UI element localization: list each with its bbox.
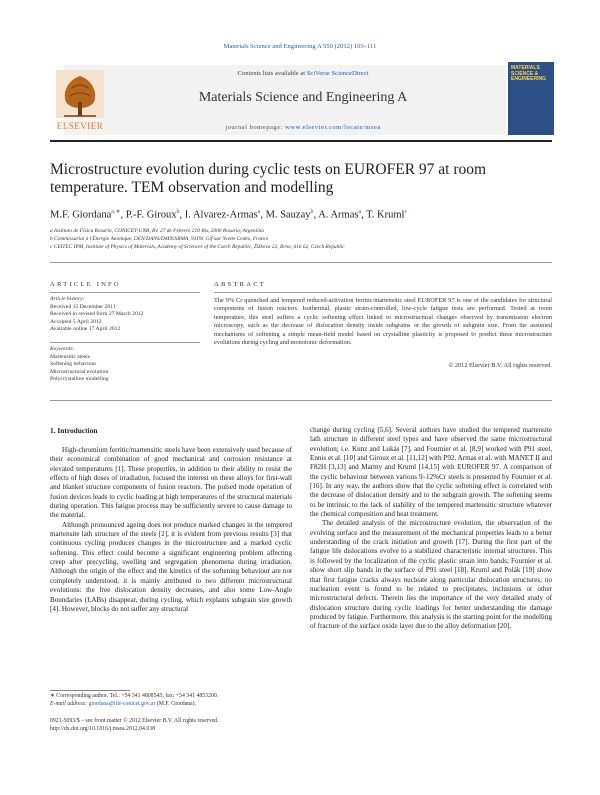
- footnote-divider: [50, 690, 130, 691]
- corresponding-author-note: ∗ Corresponding author. Tel.: +54 341 4808545; fax: +54 341 4853200.: [50, 693, 219, 699]
- doi-link[interactable]: http://dx.doi.org/10.1016/j.msea.2012.04.038: [50, 726, 156, 732]
- keyword: Polycrystalline modelling: [50, 376, 109, 383]
- homepage-prefix: journal homepage:: [225, 124, 283, 131]
- abstract-end-divider: [50, 400, 552, 401]
- keyword: Microstructural evolution: [50, 368, 109, 375]
- abstract-heading: ABSTRACT: [214, 281, 267, 288]
- contents-prefix: Contents lists available at: [237, 70, 306, 77]
- journal-citation[interactable]: Materials Science and Engineering A 550 (2012) 103–111: [223, 43, 377, 50]
- copyright-notice: © 2012 Elsevier B.V. All rights reserved.: [448, 362, 552, 369]
- author[interactable]: A. Armas: [318, 209, 359, 221]
- cover-title: MATERIALS SCIENCE & ENGINEERING: [511, 65, 547, 82]
- paragraph: change during cycling [5,6]. Several authors have studied the tempered martensite lath structure in different steel types and have observed the same microstructural evolution; i.e. Kunz and Lukás [7], and Fournier et al. [8,9] worked with P91 steel, Ennis et al. [10] and Giroux et al. [11,12] with P92, Armas et al. with MANET II and F82H [3,13] and Marmy and Kruml [14,15] with EUROFER 97. A comparison of the cyclic behaviour between various 9–12%Cr steels is presented by Fournier et al. [16]. In any way, the authors show that the cyclic softening effect is correlated with the decrease of dislocation density and to the subgrain growth. The softening seems to be intrinsic to the lack of stability of the tempered martensitic structure whatever the chemical composition and heat treatment.: [310, 426, 552, 519]
- affiliation: a Instituto de Física Rosario, CONICET-UNR, Bv. 27 de Febrero 210 Bis, 2000 Rosario, Argentina: [50, 228, 264, 234]
- sciencedirect-link[interactable]: SciVerse ScienceDirect: [306, 70, 369, 77]
- email-suffix: (M.F. Giordana).: [156, 701, 197, 707]
- issn-line: 0921-5093/$ – see front matter © 2012 Elsevier B.V. All rights reserved.: [50, 718, 219, 724]
- affiliation: b Commissariat à l'Énergie Atomique, DEN/DANS/DMN/SRMA, 91191 Gif-sur-Yvette Cedex, France: [50, 236, 269, 242]
- email-note: [50, 701, 300, 708]
- history-item: Available online 17 April 2012: [50, 326, 121, 333]
- keyword: Softening behaviour: [50, 361, 97, 368]
- author[interactable]: P.-F. Giroux: [125, 209, 177, 221]
- section-heading-introduction: 1. Introduction: [50, 426, 98, 435]
- author[interactable]: M. Sauzay: [265, 209, 311, 221]
- body-column-left: [50, 446, 292, 614]
- article-title: Microstructure evolution during cyclic tests on EUROFER 97 at room temperature. TEM observation and modelling: [50, 161, 487, 196]
- author-sup[interactable]: a,∗: [111, 209, 121, 215]
- paragraph: The detailed analysis of the microstructure evolution, the observation of the evolving surface and the measurement of the mechanical properties leads to a better understanding of the crack initiation and growth [17]. During the first part of the fatigue life dislocations evolve to a stabilized characteristic internal structures. This is followed by the localization of the cyclic plastic strain into bands; Fournier et al. show short slip bands in the surface of P91 steel [18]. Kruml and Polák [19] show that first fatigue cracks always nucleate along particular dislocation structures; no nucleation event is found to be related to precipitates, inclusions or other microstructural defects. Therein lies the importance of the very detailed study of dislocation structure during cyclic loadings for better understanding the damage produced by fatigue. Furthermore, this analysis is the starting point for the modelling of fracture of the surface oxide layer due to the alloy deformation [20].: [310, 519, 552, 631]
- author[interactable]: I. Alvarez-Armas: [184, 209, 258, 221]
- author-sup[interactable]: c: [404, 209, 408, 215]
- email-link[interactable]: giordana@ifir-conicet.gov.ar: [88, 701, 156, 707]
- author-list: M.F. Giordana$^{a,∗}$, P.-F. Giroux$^b$, I. Alvarez-Armas$^a$, M. Sauzay$^b$, A. Armas$^a$, T. Kruml$^c$: [50, 209, 408, 221]
- history-item: Received in revised form 27 March 2012: [50, 311, 144, 318]
- keywords-divider: [50, 342, 200, 343]
- history-label: Article history:: [50, 296, 85, 302]
- abstract-text: The 9% Cr quenched and tempered reduced-activation ferritic/martensitic steel EUROFER 97 is one of the candidates for structural components of fusion reactors. Isothermal, plastic strain-controlled, low-cycle fatigue tests are performed. Tested at room temperature, this steel suffers a cyclic softening effect linked to microstructural changes observed by transmission electron microscopy, such as the decrease of dislocation density inside subgrains or the growth of subgrain size. From the assumed mechanisms of softening a simple mean-field model based on crystalline plasticity is proposed to predict these microstructure evolutions during cycling and monotonic deformation.: [214, 297, 552, 347]
- journal-homepage: [120, 124, 486, 131]
- author-sup[interactable]: b: [176, 209, 180, 215]
- homepage-link[interactable]: www.elsevier.com/locate/msea: [285, 124, 381, 131]
- author-sup[interactable]: b: [310, 209, 314, 215]
- author[interactable]: T. Kruml: [366, 209, 405, 221]
- article-info-heading: ARTICLE INFO: [50, 281, 121, 288]
- history-item: Received 15 December 2011: [50, 303, 116, 310]
- abstract-divider: [214, 292, 552, 293]
- paragraph: Although pronounced ageing does not produce marked changes in the tempered martensite lath structure of the steels [2], it is evident from previous results [3] that continuous cycling produces changes in the microstructure and a marked cyclic softening. This effect could become a significant engineering problem affecting creep after precycling, swelling and segregation phenomena during irradiation. Although the origin of the effect and the kinetics of the softening behaviour are not completely understood, it is mainly attributed to two different microstructural evolutions: the free dislocation density decreases, and also some Low-Angle Boundaries (LABs) disappear, during cycling, which explains subgrain size growth [4]. However, blocks do not suffer any structural: [50, 520, 292, 613]
- affiliation-divider: [50, 262, 552, 263]
- history-item: Accepted 5 April 2012: [50, 318, 102, 325]
- article-info-divider: [50, 292, 200, 293]
- author-sup[interactable]: a: [358, 209, 362, 215]
- contents-line: [120, 70, 486, 77]
- header-divider: [50, 140, 552, 142]
- journal-title: Materials Science and Engineering A: [198, 90, 408, 105]
- author[interactable]: M.F. Giordana: [50, 209, 112, 221]
- keywords-label: Keywords:: [50, 346, 75, 352]
- publisher-name: ELSEVIER: [56, 121, 104, 131]
- email-label: E-mail address:: [50, 701, 87, 707]
- body-column-right: [310, 426, 552, 632]
- keywords: [50, 346, 200, 384]
- affiliation: c CEITEC IPM, Institute of Physics of Materials, Academy of Sciences of the Czech Republic, Žižkova 22, Brno, 616 62, Czech Republic: [50, 244, 345, 250]
- article-history: [50, 296, 200, 334]
- author-sup[interactable]: a: [257, 209, 261, 215]
- keyword: Martensitic steels: [50, 353, 90, 360]
- paragraph: High-chromium ferritic/martensitic steels have been extensively used because of their economical combination of good mechanical and corrosion resistance at elevated temperatures [1]. These properties, in addition to their ability to resist the effects of high doses of irradiation, focused the interest on these alloys for first-wall and blanket structure components of fusion reactors. The pulsed mode operation of fusion devices leads to cyclic loading at high temperatures of the structural materials during operation. This fatigue process may be sufficiently severe to cause damage to the material.: [50, 446, 292, 520]
